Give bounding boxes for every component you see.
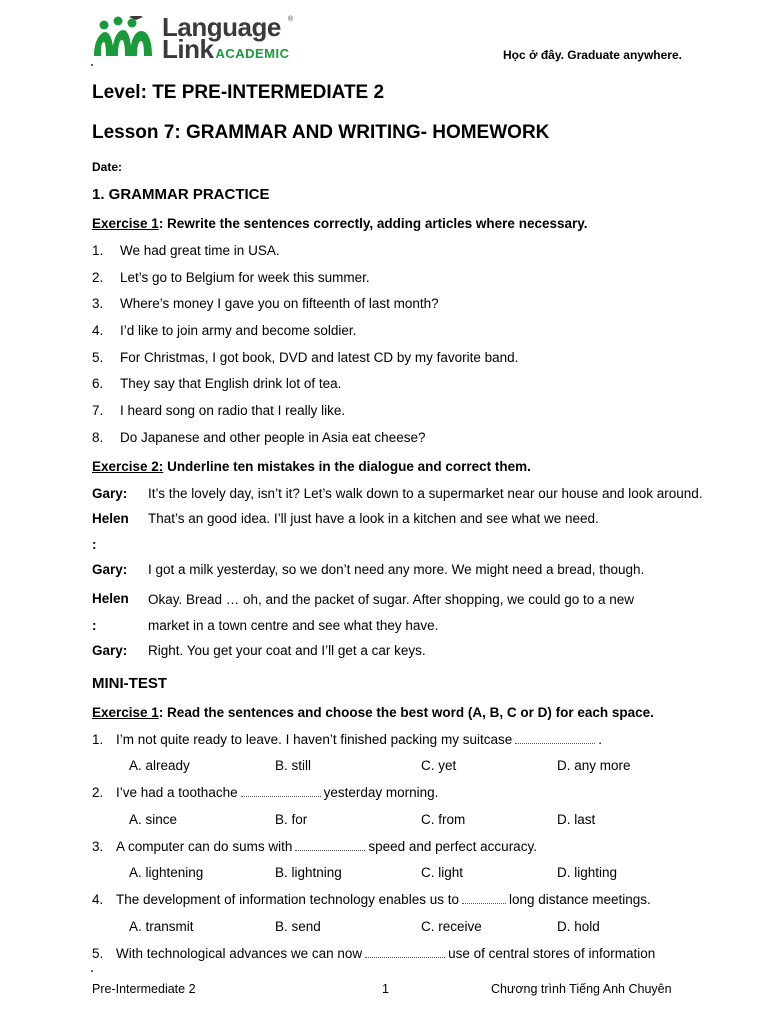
logo-wordmark-academic: ACADEMIC — [215, 46, 290, 61]
registered-mark: ® — [288, 16, 294, 23]
answer-option[interactable]: C. from — [421, 812, 466, 827]
answer-option[interactable]: B. for — [275, 812, 308, 827]
item-number: 3. — [92, 296, 104, 311]
speaker-helen: Helen — [92, 591, 129, 606]
item-text: They say that English drink lot of tea. — [120, 376, 342, 391]
answer-option[interactable]: C. receive — [421, 919, 482, 934]
speaker-gary: Gary: — [92, 562, 128, 577]
question-text: A computer can do sums with — [116, 839, 293, 854]
exercise-label: Exercise 1 — [92, 705, 159, 720]
exercise-1-instruction — [92, 216, 588, 231]
item-number: 1. — [92, 243, 104, 258]
exercise-item — [92, 376, 341, 391]
answer-option[interactable]: D. last — [557, 812, 596, 827]
item-number: 5. — [92, 350, 104, 365]
question-number: 4. — [92, 892, 104, 907]
logo-wordmark-link: Link — [162, 34, 214, 64]
question — [92, 892, 651, 907]
question-text: The development of information technology enables us to — [116, 892, 459, 907]
question-number: 1. — [92, 732, 104, 747]
question-text: With technological advances we can now — [116, 946, 363, 961]
answer-option[interactable]: B. send — [275, 919, 321, 934]
item-text: I heard song on radio that I really like. — [120, 403, 346, 418]
speaker-gary: Gary: — [92, 486, 128, 501]
dialogue-line: market in a town centre and see what they have. — [148, 618, 439, 633]
exercise-text: : Read the sentences and choose the best word (A, B, C or D) for each space. — [158, 705, 654, 720]
speaker-helen: Helen — [92, 511, 129, 526]
exercise-label: Exercise 1 — [92, 216, 159, 231]
section-heading-minitest: MINI-TEST — [92, 675, 167, 692]
answer-option[interactable]: A. since — [129, 812, 178, 827]
answer-option[interactable]: B. lightning — [275, 865, 342, 880]
item-text: Where’s money I gave you on fifteenth of last month? — [120, 296, 439, 311]
exercise-item — [92, 323, 356, 338]
exercise-2-instruction — [92, 459, 531, 474]
speaker-colon: : — [92, 618, 97, 633]
exercise-item — [92, 350, 518, 365]
answer-blank[interactable] — [295, 840, 365, 851]
exercise-text: Underline ten mistakes in the dialogue and correct them. — [163, 459, 531, 474]
question-number: 3. — [92, 839, 104, 854]
question-text-end: long distance meetings. — [508, 892, 651, 907]
dialogue-line: It’s the lovely day, isn’t it? Let’s walk down to a supermarket near our house and look around. — [148, 486, 703, 501]
item-number: 2. — [92, 270, 104, 285]
question-text-end: . — [598, 732, 602, 747]
question-number: 2. — [92, 785, 104, 800]
question-text: I’m not quite ready to leave. I haven’t finished packing my suitcase — [116, 732, 513, 747]
minitest-exercise-1-instruction — [92, 705, 654, 720]
dialogue-line: Okay. Bread … oh, and the packet of sugar. After shopping, we could go to a new — [148, 592, 635, 607]
question — [92, 785, 438, 800]
footer-program: Chương trình Tiếng Anh Chuyên — [491, 982, 672, 996]
answer-option[interactable]: D. hold — [557, 919, 600, 934]
speaker-colon: : — [92, 537, 97, 552]
question-text-end: speed and perfect accuracy. — [368, 839, 537, 854]
exercise-label: Exercise 2: — [92, 459, 164, 474]
question-text-end: yesterday morning. — [323, 785, 439, 800]
answer-option[interactable]: C. yet — [421, 758, 457, 773]
speaker-gary: Gary: — [92, 643, 128, 658]
tagline: Học ở đây. Graduate anywhere. — [502, 48, 682, 62]
item-text: Let’s go to Belgium for week this summer. — [120, 270, 370, 285]
item-number: 6. — [92, 376, 104, 391]
logo-people-icon — [92, 16, 162, 60]
exercise-item — [92, 403, 345, 418]
lesson-heading: Lesson 7: GRAMMAR AND WRITING- HOMEWORK — [92, 122, 550, 143]
question — [92, 946, 655, 961]
answer-blank[interactable] — [462, 893, 506, 904]
item-number: 8. — [92, 430, 104, 445]
exercise-item — [92, 243, 280, 258]
answer-option[interactable]: B. still — [275, 758, 312, 773]
page-mark — [91, 970, 93, 972]
date-label: Date: — [92, 160, 123, 174]
question — [92, 839, 537, 854]
item-text: We had great time in USA. — [120, 243, 280, 258]
answer-option[interactable]: A. transmit — [129, 919, 194, 934]
answer-option[interactable]: A. already — [129, 758, 190, 773]
item-text: For Christmas, I got book, DVD and latest CD by my favorite band. — [120, 350, 519, 365]
item-number: 7. — [92, 403, 104, 418]
item-text: Do Japanese and other people in Asia eat cheese? — [120, 430, 426, 445]
level-heading: Level: TE PRE-INTERMEDIATE 2 — [92, 82, 385, 103]
answer-option[interactable]: D. any more — [557, 758, 631, 773]
answer-option[interactable]: C. light — [421, 865, 464, 880]
dialogue-line: I got a milk yesterday, so we don’t need any more. We might need a bread, though. — [148, 562, 645, 577]
question-number: 5. — [92, 946, 104, 961]
logo-wordmark-language: Language — [162, 12, 281, 42]
question-text-end: use of central stores of information — [448, 946, 656, 961]
page-mark — [91, 64, 93, 66]
item-number: 4. — [92, 323, 104, 338]
language-link-logo — [92, 12, 302, 64]
answer-option[interactable]: A. lightening — [129, 865, 204, 880]
item-text: I’d like to join army and become soldier. — [120, 323, 357, 338]
dialogue-line: Right. You get your coat and I’ll get a car keys. — [148, 643, 426, 658]
answer-option[interactable]: D. lighting — [557, 865, 618, 880]
question-text: I’ve had a toothache — [116, 785, 238, 800]
footer-course: Pre-Intermediate 2 — [92, 982, 196, 996]
exercise-text: : Rewrite the sentences correctly, adding articles where necessary. — [158, 216, 588, 231]
answer-blank[interactable] — [365, 947, 445, 958]
question — [92, 732, 602, 747]
dialogue-line: That’s an good idea. I’ll just have a look in a kitchen and see what we need. — [148, 511, 599, 526]
exercise-item — [92, 296, 439, 311]
exercise-item — [92, 270, 370, 285]
section-heading-grammar: 1. GRAMMAR PRACTICE — [92, 186, 270, 203]
answer-blank[interactable] — [241, 786, 321, 797]
footer-page-number: 1 — [382, 982, 389, 996]
exercise-item — [92, 430, 425, 445]
answer-blank[interactable] — [515, 733, 595, 744]
